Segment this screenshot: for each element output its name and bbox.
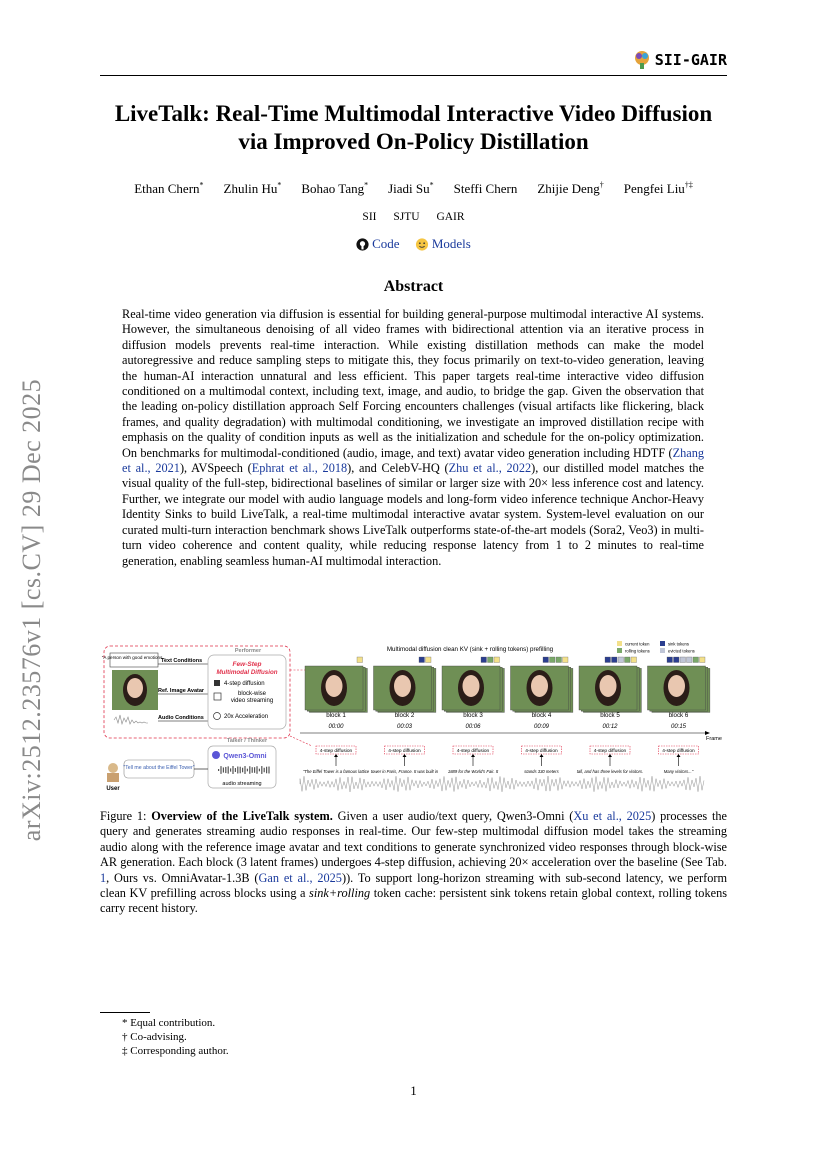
video-block — [371, 657, 439, 774]
acceleration-label: 20x Acceleration — [224, 714, 269, 720]
qwen-label: Qwen3-Omni — [223, 753, 267, 760]
audio-streaming-label: audio streaming — [222, 781, 262, 787]
citation-link[interactable]: Gan et al., 2025 — [258, 870, 342, 885]
legend-rolling: rolling tokens — [625, 648, 650, 654]
video-block — [648, 657, 710, 774]
user-quote: "Tell me about the Eiffel Tower" — [123, 765, 195, 771]
legend-evicted: evicted tokens — [668, 648, 695, 654]
kv-token — [563, 657, 569, 663]
avatar-face — [531, 675, 548, 697]
affiliation-sjtu: SJTU — [393, 211, 420, 223]
block-label: block 2 — [394, 712, 415, 719]
block-label: block 5 — [600, 712, 620, 719]
block-time: 00:06 — [465, 724, 481, 730]
kv-token — [426, 657, 432, 663]
abstract-body: Real-time video generation via diffusion is essential for building general-purpose multimodal interactive AI systems. However, the simultaneous denoising of all video frames with bidirectional attention via an iterative process in diffusion models prevents real-time interaction. While existing distillation methods can make the model autoregressive and reduce sampling steps to mitigate this, they focus primarily on text-to-video generation, leaving the human-AI interaction unnatural and less efficient. This paper targets real-time interactive video diffusion conditioned on a multimodal context, including text, image, and audio, to bridge the gap. Given the observation that the leading on-policy distillation approach Self Forcing encounters challenges (visual artifacts like flickering, black frames, and quality degradation) with multimodal conditioning, we investigate an improved distillation recipe with emphasis on the quality of condition inputs as well as the initialization and schedule for the on-policy optimization. On benchmarks for multimodal-conditioned (audio, image, and text) avatar video generation including HDTF (Zhang et al., 2021), AVSpeech (Ephrat et al., 2018), and CelebV-HQ (Zhu et al., 2022), our distilled model matches the visual quality of the full-step, bidirectional baselines of similar or larger size with 20× less inference cost and latency. Further, we integrate our model with audio language models and long-form video inference technique Anchor-Heavy Identity Sinks to build LiveTalk, a real-time multimodal interactive avatar system. System-level evaluation on our curated multi-turn interaction benchmark shows LiveTalk outperforms state-of-the-art models (Sora2, Veo3) in multi-turn video coherence and content quality, while reducing response latency from 1 to 2 minutes to real-time generation, enabling seamless human-AI multimodal interaction. — [122, 307, 704, 568]
footnote-corresponding: ‡ Corresponding author. — [122, 1045, 229, 1057]
citation-link[interactable]: Xu et al., 2025 — [573, 809, 652, 823]
step-diffusion-label: 4-step diffusion — [224, 681, 265, 687]
legend-rolling-swatch — [617, 648, 622, 653]
affiliations — [100, 211, 727, 223]
kv-token — [550, 657, 556, 663]
logo-text: SII-GAIR — [654, 51, 727, 69]
kv-token — [556, 657, 562, 663]
caption-bold: Overview of the LiveTalk system. — [151, 809, 333, 823]
models-link[interactable] — [415, 236, 471, 252]
overview-figure — [100, 636, 727, 796]
kv-token — [687, 657, 693, 663]
speech-segment: tower in Paris, France. It was built in — [370, 769, 439, 774]
video-block — [511, 657, 573, 774]
author-name: Steffi Chern — [453, 181, 518, 197]
avatar-face — [394, 675, 411, 697]
kv-token — [631, 657, 637, 663]
block-time: 00:09 — [533, 724, 550, 730]
avatar-face — [326, 675, 343, 697]
video-block — [303, 657, 370, 774]
kv-token — [488, 657, 494, 663]
code-link[interactable] — [356, 236, 399, 252]
video-blocks — [290, 657, 710, 774]
block-label: block 4 — [531, 712, 552, 719]
kv-token — [693, 657, 699, 663]
paper-title — [80, 100, 747, 156]
blockwise-label: block-wise — [237, 691, 267, 697]
kv-token — [481, 657, 487, 663]
block-time: 00:03 — [396, 724, 413, 730]
legend-current-swatch — [617, 641, 622, 646]
abstract-heading: Abstract — [383, 278, 444, 295]
legend-sink-swatch — [660, 641, 665, 646]
resource-links — [100, 236, 727, 255]
models-link-label: Models — [431, 236, 471, 251]
kv-token — [680, 657, 686, 663]
diffusion-tag-label: 4-step diffusion — [388, 749, 421, 754]
footnotes — [122, 1016, 229, 1058]
speech-segment: 1889 for the World's Fair. It — [447, 769, 499, 774]
footnote-equal: * Equal contribution. — [122, 1017, 216, 1029]
author-name: Ethan Chern* — [134, 181, 204, 197]
frame-axis-label: Frame — [706, 736, 722, 742]
qwen-icon — [212, 751, 220, 759]
diffusion-tag-label: 4-step diffusion — [593, 749, 627, 754]
kv-token — [494, 657, 500, 663]
performer-title: Performer — [234, 648, 262, 654]
kv-token — [674, 657, 680, 663]
avatar-face — [600, 675, 617, 697]
diffusion-tag-label: 4-step diffusion — [662, 749, 695, 754]
figure-caption: Figure 1: Overview of the LiveTalk system. Given a user audio/text query, Qwen3-Omni (Xu et al., 2025) processes the query and generates streaming audio responses in real-time. Our few-step multimodal diffusion model takes the streaming audio along with the reference image avatar and text conditions to generate synchronized video responses through block-wise AR generation. Each block (3 latent frames) undergoes 4-step diffusion, achieving 20× acceleration over the baseline (See Tab. 1, Ours vs. OmniAvatar-1.3B (Gan et al., 2025)). To support long-horizon streaming with sub-second latency, we perform clean KV prefilling across blocks using a sink+rolling token cache: persistent sink tokens retain global context, rolling tokens carry recent history. — [100, 809, 728, 916]
footnote-coadvising: † Co-advising. — [122, 1031, 187, 1043]
author-name: Pengfei Liu†‡ — [623, 181, 693, 197]
block-time: 00:12 — [602, 724, 618, 730]
avatar-face — [668, 675, 685, 697]
kv-token — [543, 657, 549, 663]
brain-logo-icon — [633, 50, 651, 70]
kv-token — [700, 657, 706, 663]
diffusion-tag-label: 4-step diffusion — [525, 749, 558, 754]
text-conditions-label: Text Conditions — [161, 658, 203, 664]
citation-link[interactable]: Ephrat et al., 2018 — [251, 461, 348, 476]
few-step-label: Few-Step — [232, 661, 262, 668]
speech-segment: "The Eiffel Tower is a famous lattice — [302, 769, 370, 774]
kv-token — [625, 657, 631, 663]
huggingface-icon — [415, 238, 429, 251]
layers-icon — [214, 680, 220, 686]
kv-token — [357, 657, 363, 663]
block-time: 00:00 — [328, 724, 344, 730]
diffusion-tag-label: 4-step diffusion — [456, 749, 490, 754]
avatar-face — [463, 675, 480, 697]
title-line-2: via Improved On-Policy Distillation — [238, 129, 589, 154]
sii-gair-logo — [633, 50, 727, 70]
title-line-1: LiveTalk: Real-Time Multimodal Interactive Video Diffusion — [114, 101, 713, 126]
kv-token — [618, 657, 624, 663]
user-label: User — [106, 786, 120, 792]
block-label: block 6 — [668, 712, 689, 719]
legend-evicted-swatch — [660, 648, 665, 653]
speech-segment: stands 330 meters — [524, 769, 559, 774]
block-label: block 3 — [463, 712, 483, 719]
author-name: Zhulin Hu* — [223, 181, 282, 197]
speech-segment: tall, and has three levels for visitors. — [576, 769, 644, 774]
kv-token — [667, 657, 673, 663]
block-label: block 1 — [326, 712, 346, 719]
block-time: 00:15 — [670, 724, 687, 730]
github-icon — [356, 238, 369, 251]
prompt-text: "A person with good emotions... — [101, 655, 167, 660]
audio-waveform-icon — [114, 715, 148, 724]
author-name: Jiadi Su* — [388, 181, 434, 197]
author-name: Bohao Tang* — [301, 181, 369, 197]
diffusion-tag-label: 4-step diffusion — [319, 749, 353, 754]
kv-prefill-title: Multimodal diffusion clean KV (sink + rolling tokens) prefilling — [386, 646, 554, 653]
arxiv-sidebar-stamp — [12, 340, 52, 880]
audio-conditions-label: Audio Conditions — [158, 715, 204, 721]
arxiv-id: arXiv:2512.23576v1 [cs.CV] 29 Dec 2025 — [17, 378, 46, 842]
kv-token — [419, 657, 425, 663]
multimodal-diffusion-label: Multimodal Diffusion — [216, 669, 278, 676]
page-number: 1 — [410, 1083, 417, 1098]
author-list — [100, 181, 727, 197]
speech-waveform — [300, 776, 704, 792]
legend-current: current token — [625, 641, 650, 647]
footnote-rule — [100, 1012, 150, 1013]
talker-title: Talker / Thinker — [226, 738, 268, 744]
kv-token — [605, 657, 611, 663]
video-streaming-label: video streaming — [230, 698, 274, 704]
kv-token — [612, 657, 618, 663]
affiliation-sii: SII — [362, 211, 377, 223]
citation-link[interactable]: Zhang et al., 2021 — [122, 445, 704, 476]
video-block — [577, 657, 644, 774]
ref-image-label: Ref. Image Avatar — [158, 688, 205, 694]
user-avatar-icon — [108, 763, 118, 773]
author-name: Zhijie Deng† — [537, 181, 604, 197]
speech-segment: Many visitors..." — [663, 769, 694, 774]
video-block — [442, 657, 504, 774]
legend-sink: sink tokens — [668, 641, 689, 647]
citation-link[interactable]: Zhu et al., 2022 — [448, 461, 532, 476]
table-ref-link[interactable]: 1 — [100, 870, 107, 885]
header-rule — [100, 75, 727, 76]
code-link-label: Code — [372, 236, 400, 251]
token-legend — [617, 641, 695, 654]
affiliation-gair: GAIR — [436, 211, 465, 223]
